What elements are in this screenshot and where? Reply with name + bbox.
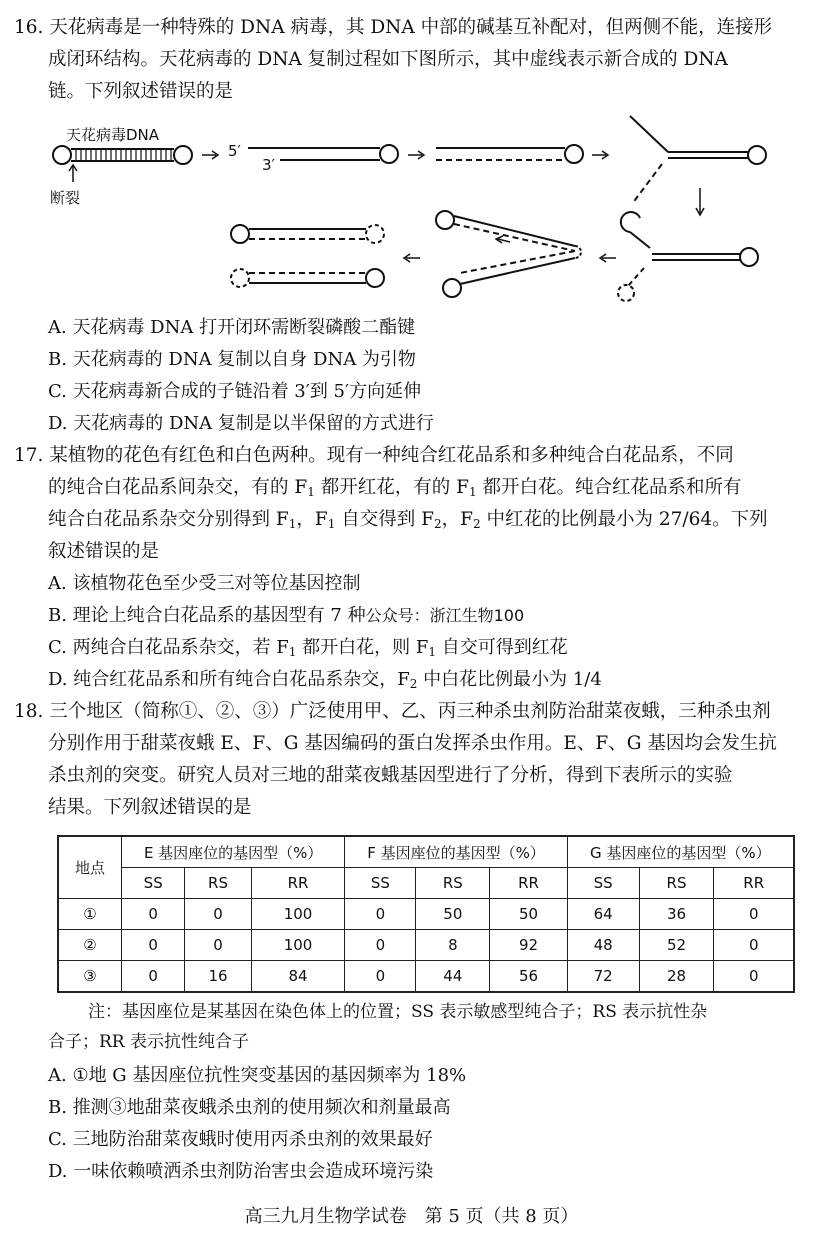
- table-subheader-row: [58, 868, 794, 899]
- q16-line-1: 16. 天花病毒是一种特殊的 DNA 病毒，其 DNA 中部的碱基互补配对，但两侧不能，连接形: [14, 17, 773, 38]
- table-cell: 100: [251, 899, 345, 930]
- table-cell: 16: [185, 961, 251, 993]
- table-header-row: [58, 836, 794, 868]
- table-row: [58, 930, 794, 961]
- table-cell: 0: [122, 930, 185, 961]
- table-cell: 0: [122, 961, 185, 993]
- q18-line-4: 结果。下列叙述错误的是: [48, 797, 252, 818]
- table-cell: 56: [490, 961, 567, 993]
- q17-option-d: D. 纯合红花品系和所有纯合白花品系杂交，$F_2$ 中白花比例最小为 1/4: [48, 669, 602, 691]
- table-cell: 0: [714, 930, 794, 961]
- table-subheader: RR: [251, 868, 345, 899]
- table-subheader: RS: [416, 868, 490, 899]
- table-subheader: SS: [567, 868, 639, 899]
- q18-option-c: C. 三地防治甜菜夜蛾时使用丙杀虫剂的效果最好: [48, 1129, 433, 1150]
- table-group-f: F 基因座位的基因型（%）: [345, 836, 567, 868]
- label-3-prime: 3′: [262, 156, 275, 174]
- table-cell: 100: [251, 930, 345, 961]
- q18-line-3: 杀虫剂的突变。研究人员对三地的甜菜夜蛾基因型进行了分析，得到下表所示的实验: [48, 765, 733, 786]
- q16-line-2: 成闭环结构。天花病毒的 DNA 复制过程如下图所示，其中虚线表示新合成的 DNA: [48, 49, 728, 70]
- table-note-2: 合子；RR 表示抗性纯合子: [48, 1032, 250, 1052]
- table-cell: 72: [567, 961, 639, 993]
- table-cell-site: ③: [58, 961, 122, 993]
- table-cell-site: ①: [58, 899, 122, 930]
- table-subheader: RS: [185, 868, 251, 899]
- watermark-text: 公众号：浙江生物100: [365, 606, 525, 625]
- q18-option-d: D. 一味依赖喷洒杀虫剂防治害虫会造成环境污染: [48, 1161, 434, 1182]
- q16-option-c: C. 天花病毒新合成的子链沿着 3′到 5′方向延伸: [48, 381, 422, 402]
- q17-option-b: B. 理论上纯合白花品系的基因型有 7 种公众号：浙江生物100: [48, 605, 525, 626]
- q16-option-d: D. 天花病毒的 DNA 复制是以半保留的方式进行: [48, 413, 434, 434]
- table-cell-site: ②: [58, 930, 122, 961]
- table-cell: 0: [185, 899, 251, 930]
- table-cell: 0: [122, 899, 185, 930]
- table-cell: 28: [639, 961, 714, 993]
- table-cell: 92: [490, 930, 567, 961]
- table-subheader: RR: [490, 868, 567, 899]
- table-cell: 50: [490, 899, 567, 930]
- table-row: [58, 899, 794, 930]
- genotype-table: [57, 835, 795, 993]
- table-subheader: SS: [345, 868, 416, 899]
- table-corner: 地点: [58, 836, 122, 899]
- q17-option-a: A. 该植物花色至少受三对等位基因控制: [48, 573, 361, 594]
- label-break: 断裂: [50, 189, 81, 207]
- label-5-prime: 5′: [228, 142, 241, 160]
- table-cell: 8: [416, 930, 490, 961]
- q18-line-1: 18. 三个地区（简称①、②、③）广泛使用甲、乙、丙三种杀虫剂防治甜菜夜蛾，三种杀虫剂: [14, 701, 771, 722]
- q18-line-2: 分别作用于甜菜夜蛾 E、F、G 基因编码的蛋白发挥杀虫作用。E、F、G 基因均会发生抗: [48, 733, 777, 754]
- table-subheader: RS: [639, 868, 714, 899]
- q17-line-3: 纯合白花品系杂交分别得到 $F_1$，$F_1$ 自交得到 $F_2$，$F_2$ 中红花的比例最小为 27/64。下列: [48, 509, 768, 531]
- q18-option-b: B. 推测③地甜菜夜蛾杀虫剂的使用频次和剂量最高: [48, 1097, 451, 1118]
- table-cell: 44: [416, 961, 490, 993]
- table-note-1: 注：基因座位是某基因在染色体上的位置；SS 表示敏感型纯合子；RS 表示抗性杂: [88, 1002, 708, 1022]
- table-cell: 0: [345, 899, 416, 930]
- base-pair-ladder: [76, 149, 171, 161]
- q16-line-3: 链。下列叙述错误的是: [48, 81, 234, 102]
- q16-option-b: B. 天花病毒的 DNA 复制以自身 DNA 为引物: [48, 349, 416, 370]
- table-cell: 48: [567, 930, 639, 961]
- q17-line-4: 叙述错误的是: [48, 541, 160, 562]
- hairpin-loop-left: [53, 146, 71, 164]
- hairpin-loop-right: [174, 146, 192, 164]
- q16-option-a: A. 天花病毒 DNA 打开闭环需断裂磷酸二酯键: [48, 317, 416, 338]
- q17-option-c: C. 两纯合白花品系杂交，若 $F_1$ 都开白花，则 $F_1$ 自交可得到红花: [48, 637, 568, 659]
- table-cell: 52: [639, 930, 714, 961]
- table-cell: 0: [345, 961, 416, 993]
- table-cell: 0: [185, 930, 251, 961]
- table-cell: 84: [251, 961, 345, 993]
- table-subheader: RR: [714, 868, 794, 899]
- page-footer: 高三九月生物学试卷 第 5 页（共 8 页）: [244, 1206, 579, 1227]
- dna-replication-diagram: [40, 108, 820, 308]
- q17-line-1: 17. 某植物的花色有红色和白色两种。现有一种纯合红花品系和多种纯合白花品系，不同: [14, 445, 734, 466]
- table-cell: 50: [416, 899, 490, 930]
- table-subheader: SS: [122, 868, 185, 899]
- table-cell: 0: [345, 930, 416, 961]
- q17-line-2: 的纯合白花品系间杂交，有的 $F_1$ 都开红花，有的 $F_1$ 都开白花。纯合红花品系和所有: [48, 477, 742, 499]
- table-group-e: E 基因座位的基因型（%）: [122, 836, 345, 868]
- table-cell: 64: [567, 899, 639, 930]
- q18-option-a: A. ①地 G 基因座位抗性突变基因的基因频率为 18%: [48, 1065, 467, 1086]
- table-cell: 0: [714, 899, 794, 930]
- table-cell: 0: [714, 961, 794, 993]
- table-group-g: G 基因座位的基因型（%）: [567, 836, 794, 868]
- table-row: [58, 961, 794, 993]
- table-cell: 36: [639, 899, 714, 930]
- label-smallpox-dna: 天花病毒DNA: [66, 126, 160, 144]
